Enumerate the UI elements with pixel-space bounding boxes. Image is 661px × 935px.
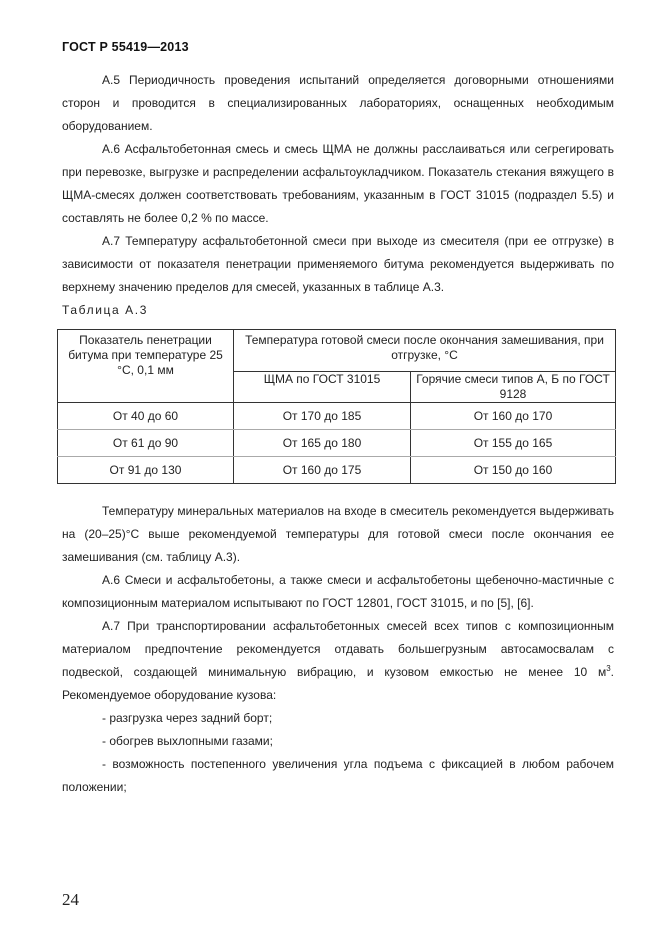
paragraph-a6-composite: А.6 Смеси и асфальтобетоны, а также смеси и асфальтобетоны щебеночно-мастичные с композиционным материалом испытывают по ГОСТ 12801, ГОСТ 31015, и по [5], [6]. [62, 573, 614, 610]
list-item: - обогрев выхлопными газами; [102, 734, 273, 748]
table-cell-penetration: От 40 до 60 [58, 403, 234, 430]
list-item: - разгрузка через задний борт; [102, 711, 273, 725]
page-number: 24 [62, 890, 79, 909]
paragraph-a6: А.6 Асфальтобетонная смесь и смесь ЩМА не должны расслаиваться или сегрегировать при перевозке, выгрузке и распределении асфальтоукладчиком. Показатель стекания вяжущего в ЩМА-смесях должен соответствовать требованиям, указанным в ГОСТ 31015 (подраздел 5.5) и составлять не более 0,2 % по массе. [62, 142, 614, 225]
document-header: ГОСТ Р 55419—2013 [62, 40, 189, 54]
paragraph-a5: А.5 Периодичность проведения испытаний определяется договорными отношениями сторон и проводится в специализированных лабораториях, оснащенных необходимым оборудованием. [62, 73, 614, 133]
document-body [62, 69, 614, 799]
table-cell-shma: От 165 до 180 [234, 430, 411, 457]
table-row [58, 457, 616, 484]
paragraph-a7-transport [62, 615, 614, 707]
cubic-superscript: 3 [606, 664, 611, 673]
table-header-penetration: Показатель пенетрации битума при температуре 25 °С, 0,1 мм [58, 330, 234, 403]
table-cell-penetration: От 61 до 90 [58, 430, 234, 457]
table-cell-hot-mix: От 160 до 170 [411, 403, 616, 430]
table-cell-shma: От 160 до 175 [234, 457, 411, 484]
table-cell-hot-mix: От 150 до 160 [411, 457, 616, 484]
table-row [58, 403, 616, 430]
transport-text-end: . Рекомендуемое оборудование кузова: [62, 665, 614, 702]
list-item: - возможность постепенного увеличения угла подъема с фиксацией в любом рабочем положении; [62, 757, 614, 794]
table-caption: Таблица А.3 [62, 303, 148, 317]
table-a3 [57, 329, 616, 484]
table-header-temperature: Температура готовой смеси после окончания замешивания, при отгрузке, °С [234, 330, 616, 372]
table-subheader-hot-mix: Горячие смеси типов А, Б по ГОСТ 9128 [411, 372, 616, 403]
table-cell-hot-mix: От 155 до 165 [411, 430, 616, 457]
table-cell-penetration: От 91 до 130 [58, 457, 234, 484]
paragraph-mineral-temperature: Температуру минеральных материалов на входе в смеситель рекомендуется выдерживать на (20–25)°С выше рекомендуемой температуры для готовой смеси после окончания ее замешивания (см. таблицу А.3). [62, 504, 614, 564]
paragraph-a7: А.7 Температуру асфальтобетонной смеси при выходе из смесителя (при ее отгрузке) в зависимости от показателя пенетрации применяемого битума рекомендуется выдерживать по верхнему значению пределов для смесей, указанных в таблице А.3. [62, 234, 614, 294]
text-after-table [62, 500, 614, 799]
table-cell-shma: От 170 до 185 [234, 403, 411, 430]
table-row [58, 430, 616, 457]
table-subheader-shma: ЩМА по ГОСТ 31015 [234, 372, 411, 403]
transport-text: А.7 При транспортировании асфальтобетонных смесей всех типов с композиционным материалом предпочтение рекомендуется отдавать большегрузным автосамосвалам с подвеской, создающей минимальную вибрацию, и кузовом емкостью не менее 10 м [62, 619, 614, 679]
